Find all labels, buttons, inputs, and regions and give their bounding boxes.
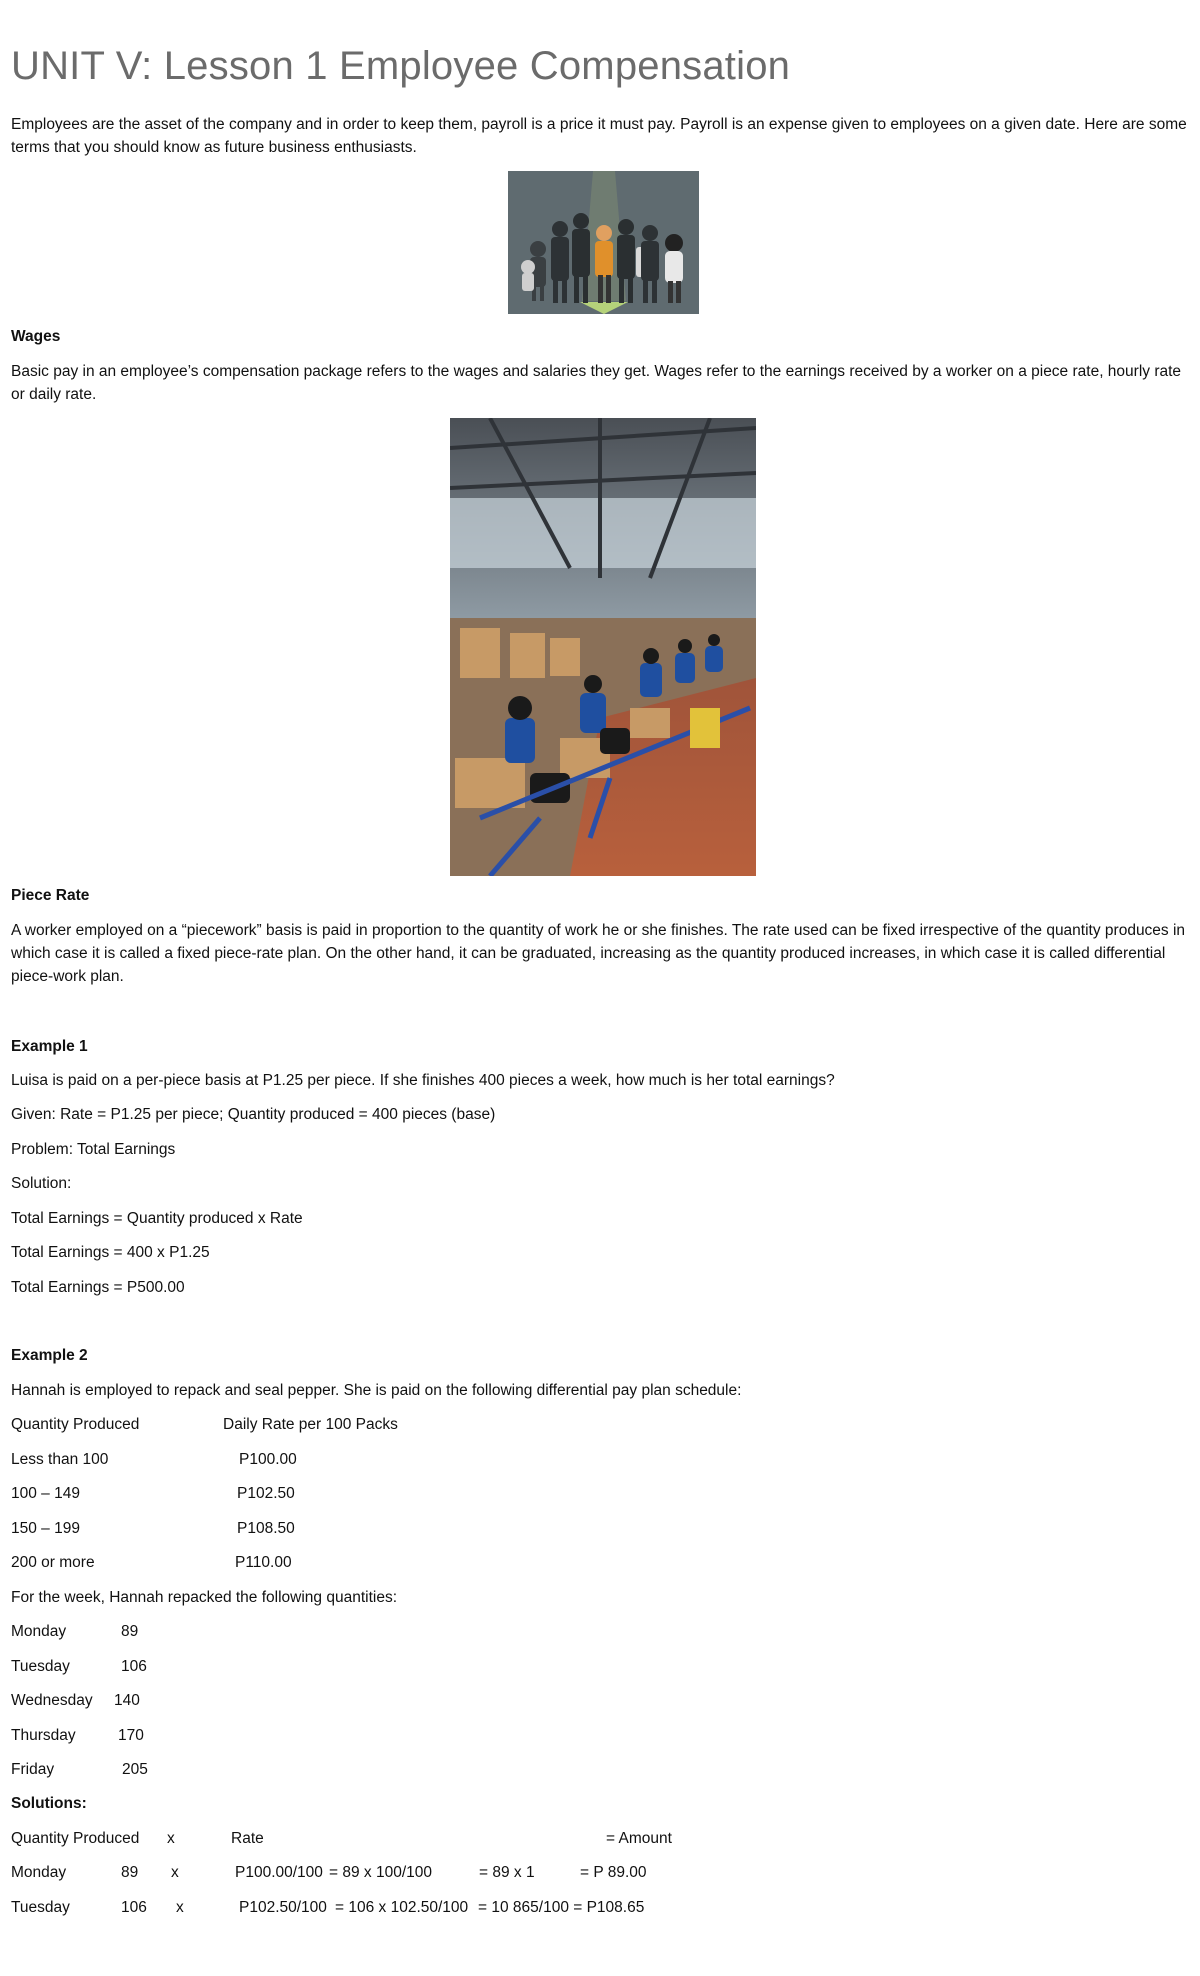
solution-quantity: 106 <box>121 1899 147 1916</box>
factory-workers-photo-graphic <box>450 418 756 876</box>
piece-rate-paragraph: A worker employed on a “piecework” basis is paid in proportion to the quantity of work he or she finishes. The rate used can be fixed irrespective of the quantity produces in which case it is called a fixed piece-rate plan. On the other hand, it can be graduated, increasing as the quantity produced increases, in which case it is called differential piece-work plan. <box>11 922 1186 985</box>
solution-step2-amount: = 10 865/100 = P108.65 <box>478 1899 645 1916</box>
week-day: Monday <box>11 1623 67 1640</box>
week-day: Wednesday <box>11 1692 93 1709</box>
schedule-range: Less than 100 <box>11 1451 109 1468</box>
solution-rate: P102.50/100 <box>239 1899 327 1916</box>
schedule-rate: P110.00 <box>235 1554 292 1571</box>
wages-heading: Wages <box>11 328 61 345</box>
schedule-header-quantity: Quantity Produced <box>11 1416 140 1433</box>
week-quantity: 89 <box>121 1623 139 1640</box>
week-quantity: 170 <box>118 1727 144 1744</box>
schedule-header-rate: Daily Rate per 100 Packs <box>223 1416 398 1433</box>
week-quantity: 106 <box>121 1658 147 1675</box>
schedule-range: 200 or more <box>11 1554 95 1571</box>
schedule-range: 100 – 149 <box>11 1485 80 1502</box>
factory-workers-photo <box>450 418 756 876</box>
solution-header-times: x <box>167 1830 175 1847</box>
week-day: Tuesday <box>11 1658 70 1675</box>
schedule-rate: P102.50 <box>237 1485 295 1502</box>
example2-intro: Hannah is employed to repack and seal pepper. She is paid on the following differential pay plan schedule: <box>11 1382 742 1399</box>
example1-formula: Total Earnings = Quantity produced x Rate <box>11 1210 303 1227</box>
solution-day: Tuesday <box>11 1899 70 1916</box>
schedule-rate: P108.50 <box>237 1520 295 1537</box>
example1-heading: Example 1 <box>11 1038 88 1055</box>
example1-problem: Problem: Total Earnings <box>11 1141 176 1158</box>
solution-header-rate: Rate <box>231 1830 264 1847</box>
piece-rate-heading: Piece Rate <box>11 887 90 904</box>
solution-step2: = 89 x 1 <box>479 1864 535 1881</box>
solution-header-amount: = Amount <box>606 1830 672 1847</box>
solution-header-quantity: Quantity Produced <box>11 1830 140 1847</box>
example2-heading: Example 2 <box>11 1347 88 1364</box>
example1-question: Luisa is paid on a per-piece basis at P1.25 per piece. If she finishes 400 pieces a week, how much is her total earnings? <box>11 1072 835 1089</box>
page-title: UNIT V: Lesson 1 Employee Compensation <box>11 44 791 88</box>
example1-result: Total Earnings = P500.00 <box>11 1279 185 1296</box>
week-day: Friday <box>11 1761 55 1778</box>
week-quantity: 140 <box>114 1692 140 1709</box>
week-day: Thursday <box>11 1727 76 1744</box>
solutions-heading: Solutions: <box>11 1795 87 1812</box>
solution-step1: = 89 x 100/100 <box>329 1864 432 1881</box>
week-quantity: 205 <box>122 1761 148 1778</box>
solution-day: Monday <box>11 1864 67 1881</box>
solution-step1: = 106 x 102.50/100 <box>335 1899 469 1916</box>
solution-quantity: 89 <box>121 1864 139 1881</box>
example1-solution-label: Solution: <box>11 1175 72 1192</box>
wages-paragraph: Basic pay in an employee’s compensation package refers to the wages and salaries they get. Wages refer to the earnings received by a worker on a piece rate, hourly rate or daily rate. <box>11 363 1182 403</box>
schedule-range: 150 – 199 <box>11 1520 80 1537</box>
intro-paragraph: Employees are the asset of the company and in order to keep them, payroll is a price it must pay. Payroll is an expense given to employees on a given date. Here are some terms that you should know as future business enthusiasts. <box>11 116 1187 156</box>
example1-given: Given: Rate = P1.25 per piece; Quantity produced = 400 pieces (base) <box>11 1106 496 1123</box>
example1-substitution: Total Earnings = 400 x P1.25 <box>11 1244 210 1261</box>
schedule-rate: P100.00 <box>239 1451 297 1468</box>
week-intro: For the week, Hannah repacked the following quantities: <box>11 1589 398 1606</box>
solution-times: x <box>171 1864 179 1881</box>
solution-amount: = P 89.00 <box>580 1864 647 1881</box>
employees-illustration-graphic <box>508 171 699 314</box>
solution-rate: P100.00/100 <box>235 1864 323 1881</box>
employees-illustration <box>508 171 699 314</box>
solution-times: x <box>176 1899 184 1916</box>
